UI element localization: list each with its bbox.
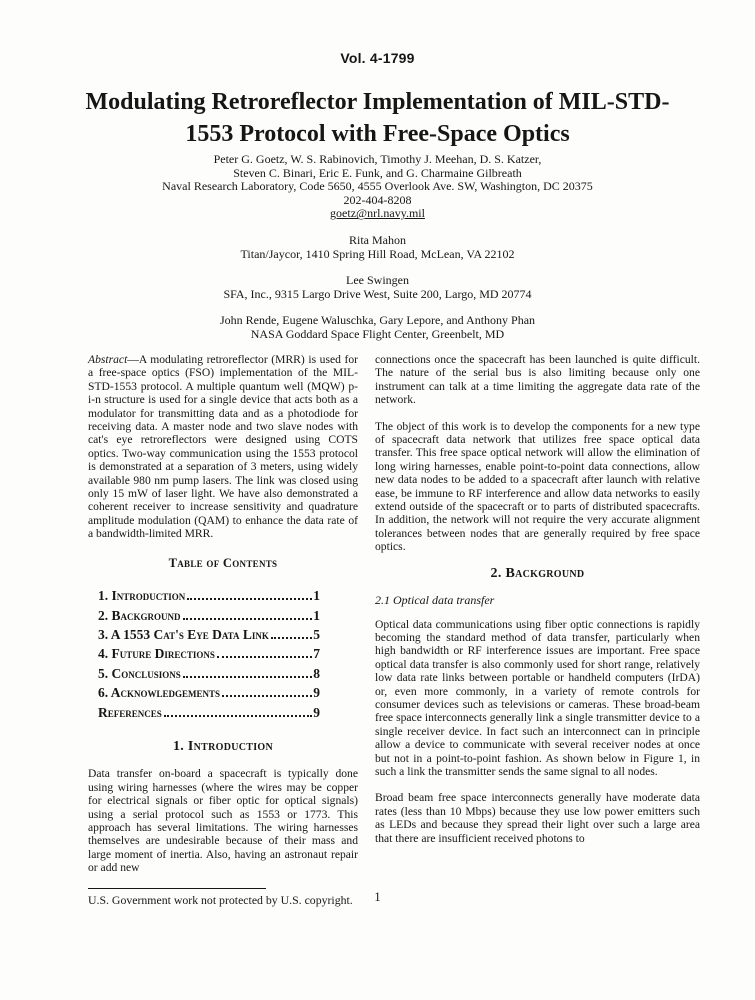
- toc-item-acknowledgements: [98, 683, 320, 702]
- author-name-mahon: Rita Mahon: [349, 232, 406, 247]
- toc-page-number: 9: [313, 685, 320, 701]
- toc-item-conclusions: [98, 664, 320, 683]
- right-column: [375, 353, 700, 907]
- section-heading-introduction: 1. Introduction: [172, 738, 274, 754]
- toc-label: 2. Background: [98, 607, 181, 623]
- author-block-nasa: [0, 314, 755, 341]
- toc-item-introduction: [98, 586, 320, 605]
- intro-continued-paragraph: connections once the spacecraft has been launched is quite difficult. The nature of the serial bus is also limiting because only one instrument can talk at a time limiting the aggregate data rate of the network.: [375, 353, 700, 407]
- author-names-line-2: Steven C. Binari, Eric E. Funk, and G. Charmaine Gilbreath: [233, 165, 522, 180]
- author-name-swingen: Lee Swingen: [346, 273, 409, 288]
- toc-dot-leader: [187, 598, 312, 600]
- left-column: [88, 353, 358, 907]
- toc-item-references: [98, 703, 320, 722]
- volume-header: Vol. 4-1799: [340, 50, 415, 66]
- footnote-rule: [88, 888, 266, 889]
- subsection-heading-optical-data-transfer: 2.1 Optical data transfer: [375, 593, 495, 608]
- toc-label: 1. Introduction: [98, 588, 186, 604]
- toc-label: 5. Conclusions: [98, 665, 181, 681]
- toc-dot-leader: [217, 656, 312, 658]
- toc-dot-leader: [222, 695, 312, 697]
- toc-label: 6. Acknowledgements: [98, 685, 221, 701]
- abstract-text: —A modulating retroreflector (MRR) is used for a free-space optics (FSO) implementation of the MIL-STD-1553 protocol. A multiple quantum well (MQW) p-i-n structure is used for a single device that acts both as a modulator for transmitting data and as a photodiode for receiving data. A master node and two slave nodes with cat's eye retroreflectors were designed using COTS optics. Two-way communication using the 1553 protocol is demonstrated at a separation of 3 meters, using widely available 980 nm pump lasers. The link was closed using only 15 mW of laser light. We have also demonstrated a coherent receiver to increase sensitivity and quadrature amplitude modulation (QAM) to enhance the data rate of a bandwidth-limited MRR.: [88, 353, 358, 541]
- toc-dot-leader: [183, 676, 312, 678]
- author-block-nrl: [0, 153, 755, 221]
- optical-data-transfer-paragraph: Optical data communications using fiber optic connections is rapidly becoming the standard method of data transfer, particularly when high bandwidth or RF interference issues are important. Free space optical data transfer is also commonly used for short range, relatively low data rate links between portable or handheld computers (IrDA) or, even more commonly, in a variety of remote controls for consumer devices such as televisions or cameras. These broad-beam free space interconnects generally link a single transmitter device to a single receiver device. In fact such an interconnect can in principle allow a device to communicate with several receiver nodes at once but not in a point-to-point fashion. As shown below in Figure 1, in such a link the transmitter sends the same signal to all nodes.: [375, 617, 700, 778]
- toc-page-number: 7: [313, 646, 320, 662]
- toc-dot-leader: [164, 715, 312, 717]
- swingen-affiliation: SFA, Inc., 9315 Largo Drive West, Suite 200, Largo, MD 20774: [223, 286, 532, 301]
- mahon-affiliation: Titan/Jaycor, 1410 Spring Hill Road, McLean, VA 22102: [240, 246, 515, 261]
- title-line-1: Modulating Retroreflector Implementation of MIL-STD-: [85, 89, 670, 115]
- author-block-mahon: [0, 234, 755, 261]
- author-blocks: [0, 153, 755, 355]
- email-link[interactable]: goetz@nrl.navy.mil: [330, 206, 425, 221]
- introduction-paragraph: Data transfer on-board a spacecraft is typically done using wiring harnesses (where the wires may be copper for electrical signals or fiber optic for optical signals) using a serial protocol such as 1553 or 1773. This approach has several limitations. The wiring harnesses themselves are undesirable because of their mass and large moment of inertia. Also, having an astronaut repair or add new: [88, 767, 358, 875]
- toc-item-future-directions: [98, 644, 320, 663]
- toc-item-data-link: [98, 625, 320, 644]
- abstract-paragraph: [88, 353, 358, 541]
- toc-label: References: [98, 704, 162, 720]
- objective-paragraph: The object of this work is to develop the components for a new type of spacecraft data network that utilizes free space optical data transfer. This free space optical network will allow the elimination of long wiring harnesses, enable point-to-point data connections, allow new data nodes to be added to a spacecraft after launch with relative ease, be immune to RF interference and allow data networks to easily extend outside of the spacecraft or to parts of distributed spacecrafts. In addition, the network will not require the very accurate alignment tolerances between nodes that are generally required by free space optics.: [375, 419, 700, 554]
- nrl-affiliation: Naval Research Laboratory, Code 5650, 4555 Overlook Ave. SW, Washington, DC 20375: [162, 179, 593, 194]
- paper-title: [30, 86, 725, 150]
- toc-label: 4. Future Directions: [98, 646, 215, 662]
- two-column-body: [88, 353, 700, 907]
- toc-dot-leader: [271, 637, 312, 639]
- table-of-contents: [88, 586, 320, 722]
- toc-dot-leader: [183, 618, 313, 620]
- toc-label: 3. A 1553 Cat's Eye Data Link: [98, 626, 269, 642]
- broad-beam-paragraph: Broad beam free space interconnects generally have moderate data rates (less than 10 Mbps) because they use low power emitters such as LEDs and because they spread their light over such a large area that there are insufficient received photons to: [375, 791, 700, 845]
- title-line-2: 1553 Protocol with Free-Space Optics: [185, 121, 570, 147]
- toc-item-background: [98, 606, 320, 625]
- section-heading-background: 2. Background: [490, 565, 585, 581]
- toc-heading: Table of Contents: [168, 555, 278, 570]
- author-names-nasa: John Rende, Eugene Waluschka, Gary Lepore, and Anthony Phan: [219, 313, 536, 328]
- abstract-lead: Abstract: [88, 353, 128, 366]
- toc-page-number: 5: [313, 626, 320, 642]
- nasa-affiliation: NASA Goddard Space Flight Center, Greenbelt, MD: [250, 326, 505, 341]
- toc-page-number: 8: [313, 665, 320, 681]
- page-number: 1: [374, 890, 381, 904]
- author-names-line-1: Peter G. Goetz, W. S. Rabinovich, Timothy J. Meehan, D. S. Katzer,: [213, 152, 542, 166]
- toc-page-number: 1: [313, 607, 320, 623]
- phone-number: 202-404-8208: [343, 192, 412, 207]
- toc-page-number: 9: [313, 704, 320, 720]
- author-block-swingen: [0, 274, 755, 301]
- footnote-text: U.S. Government work not protected by U.S. copyright.: [88, 892, 353, 907]
- toc-page-number: 1: [313, 588, 320, 604]
